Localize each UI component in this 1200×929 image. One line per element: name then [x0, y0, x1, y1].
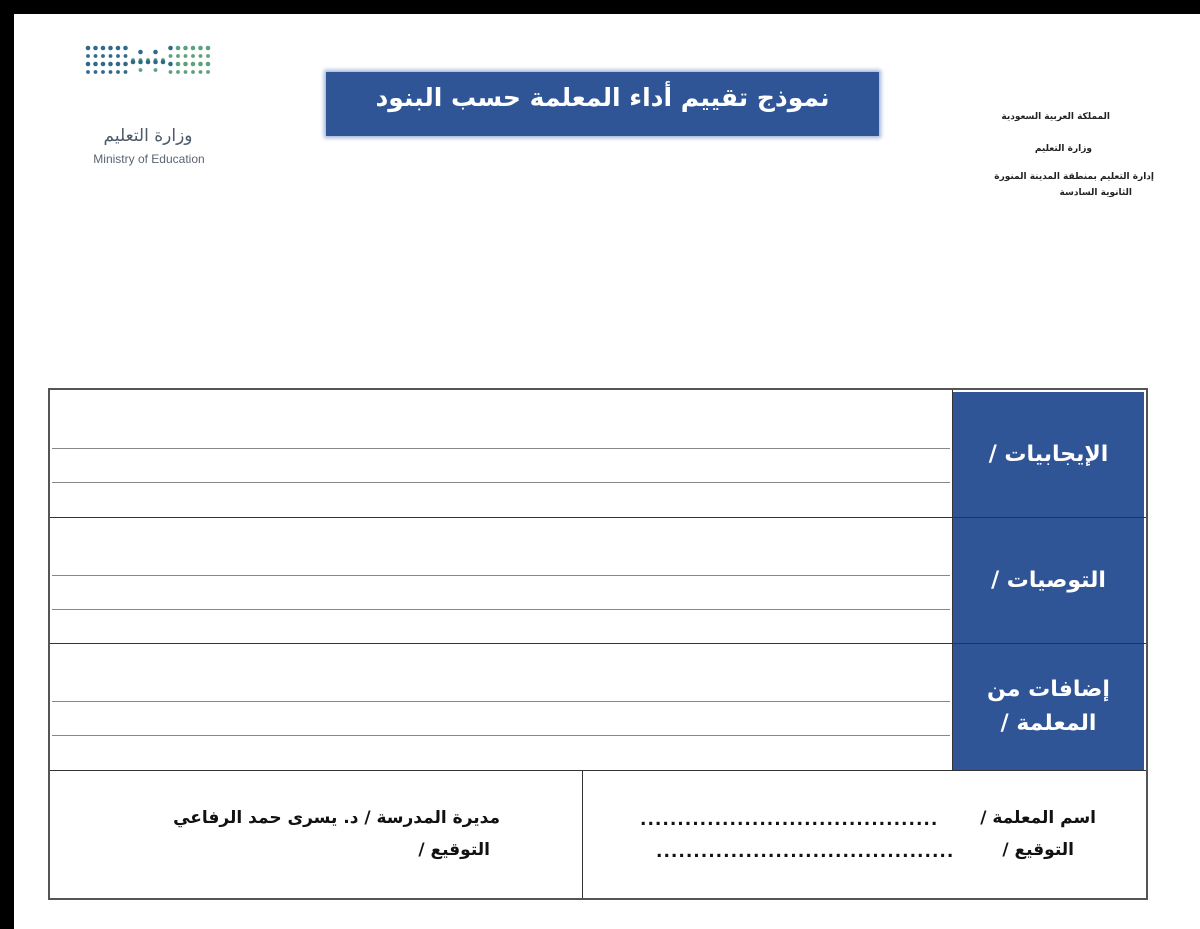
logo-dot: [123, 62, 128, 67]
logo-dot: [146, 60, 151, 65]
logo-dot: [199, 54, 203, 58]
logo-dot: [116, 70, 120, 74]
teacher-signature-dots[interactable]: ........................................: [656, 842, 955, 862]
logo-dot: [109, 54, 113, 58]
logo-dot: [176, 62, 181, 67]
evaluation-table: [48, 388, 1148, 900]
logo-dot: [199, 70, 203, 74]
logo-dot: [168, 46, 173, 51]
additions-line-1[interactable]: [52, 701, 950, 702]
logo-dot: [109, 70, 113, 74]
recommendations-line-1[interactable]: [52, 575, 950, 576]
logo-dot: [198, 46, 203, 51]
section-label-teacher-additions: إضافات من المعلمة /: [953, 644, 1144, 770]
row-separator: [50, 643, 1146, 644]
section-label-recommendations: التوصيات /: [953, 518, 1144, 643]
page-title: نموذج تقييم أداء المعلمة حسب البنود: [326, 72, 879, 136]
header-school: الثانوية السادسة: [1059, 188, 1132, 198]
row-separator: [50, 517, 1146, 518]
logo-dot: [93, 62, 98, 67]
logo-dot: [86, 70, 90, 74]
label-divider: [952, 390, 953, 771]
logo-dot: [131, 60, 136, 65]
logo-dot: [94, 70, 98, 74]
document-page: [14, 14, 1200, 929]
principal-signature-label: التوقيع /: [418, 840, 490, 860]
logo-dot: [86, 54, 90, 58]
logo-dot: [184, 70, 188, 74]
logo-dot: [161, 60, 166, 65]
teacher-name-label: اسم المعلمة /: [980, 808, 1096, 828]
logo-dot: [93, 46, 98, 51]
logo-dot: [206, 46, 211, 51]
logo-dot: [206, 62, 211, 67]
positives-line-2[interactable]: [52, 482, 950, 483]
header-directorate: إدارة التعليم بمنطقة المدينة المنورة: [994, 172, 1154, 182]
positives-line-1[interactable]: [52, 448, 950, 449]
header-kingdom: المملكة العربية السعودية: [1001, 112, 1110, 122]
logo-dot: [86, 62, 91, 67]
logo-dot: [153, 60, 158, 65]
principal-cell: [50, 771, 583, 898]
logo-dot: [124, 70, 128, 74]
logo-dot: [191, 62, 196, 67]
logo-dot: [108, 62, 113, 67]
logo-dot: [184, 54, 188, 58]
logo-dot: [169, 54, 173, 58]
logo-dot: [191, 70, 195, 74]
logo-dot: [153, 50, 158, 55]
ministry-logo: [82, 44, 232, 166]
logo-dot: [191, 54, 195, 58]
logo-dot: [101, 62, 106, 67]
logo-dot: [86, 46, 91, 51]
principal-name: مديرة المدرسة / د. يسرى حمد الرفاعي: [173, 808, 500, 828]
logo-dot: [101, 70, 105, 74]
logo-dot: [108, 46, 113, 51]
logo-dot: [101, 46, 106, 51]
section-label-positives: الإيجابيات /: [953, 392, 1144, 517]
logo-dot: [138, 60, 143, 65]
logo-dot: [206, 70, 210, 74]
logo-dot: [198, 62, 203, 67]
logo-dot: [191, 46, 196, 51]
logo-dot: [183, 62, 188, 67]
logo-dot: [123, 46, 128, 51]
logo-dot: [124, 54, 128, 58]
header-ministry: وزارة التعليم: [1034, 144, 1092, 154]
ministry-logo-dots-icon: [82, 44, 222, 124]
logo-dot: [139, 68, 143, 72]
logo-dot: [101, 54, 105, 58]
logo-dot: [206, 54, 210, 58]
logo-dot: [176, 54, 180, 58]
recommendations-line-2[interactable]: [52, 609, 950, 610]
logo-dot: [183, 46, 188, 51]
logo-dot: [116, 62, 121, 67]
logo-dot: [176, 70, 180, 74]
logo-dot: [154, 68, 158, 72]
logo-english-name: Ministry of Education: [93, 152, 205, 166]
logo-dot: [176, 46, 181, 51]
logo-dot: [116, 46, 121, 51]
logo-dot: [168, 62, 173, 67]
teacher-name-dots[interactable]: ........................................: [640, 810, 939, 830]
logo-dot: [116, 54, 120, 58]
logo-arabic-name: وزارة التعليم: [103, 126, 193, 146]
teacher-signature-label: التوقيع /: [1002, 840, 1074, 860]
logo-dot: [138, 50, 143, 55]
logo-dot: [94, 54, 98, 58]
additions-line-2[interactable]: [52, 735, 950, 736]
logo-dot: [169, 70, 173, 74]
